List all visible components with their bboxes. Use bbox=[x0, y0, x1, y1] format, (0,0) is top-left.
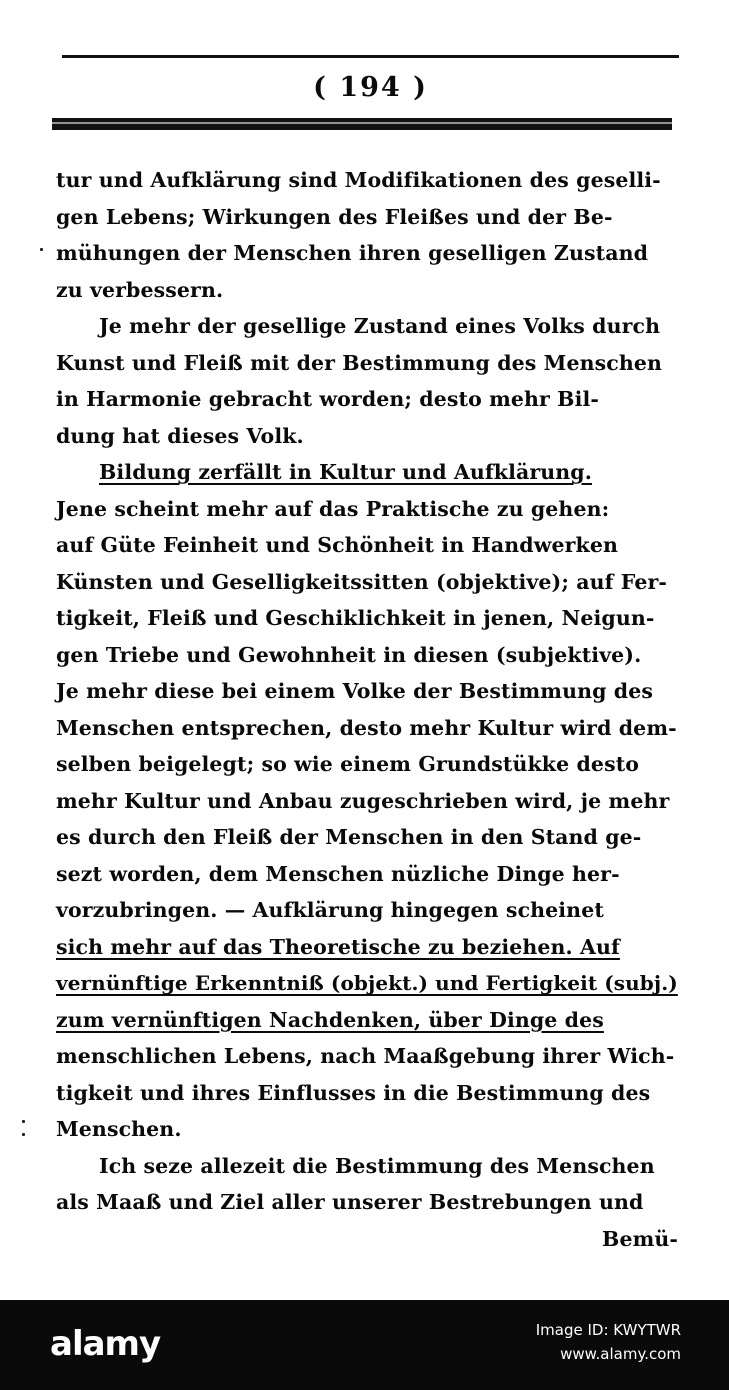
text-line: sezt worden, dem Menschen nüzliche Dinge her- bbox=[56, 861, 620, 886]
print-speck bbox=[22, 1120, 25, 1123]
text-line: Menschen. bbox=[56, 1117, 182, 1141]
image-info bbox=[536, 1318, 681, 1366]
text-line: vorzubringen. — Aufklärung hingegen scheinet bbox=[56, 898, 604, 922]
text-line: Je mehr der gesellige Zustand eines Volks durch bbox=[99, 314, 661, 338]
text-line: Künsten und Geselligkeitssitten (objektive); auf Fer- bbox=[56, 569, 667, 594]
text-line: tigkeit, Fleiß und Geschiklichkeit in jenen, Neigun- bbox=[56, 606, 655, 630]
image-id: Image ID: KWYTWR bbox=[535, 1321, 681, 1339]
text-line: tur und Aufklärung sind Modifikationen des geselli- bbox=[56, 168, 661, 192]
header-rule bbox=[52, 118, 672, 130]
text-line: Je mehr diese bei einem Volke der Bestimmung des bbox=[56, 679, 653, 703]
alamy-logo: alamy bbox=[50, 1324, 161, 1364]
text-line: dung hat dieses Volk. bbox=[56, 423, 304, 448]
text-line: Bemü- bbox=[602, 1226, 678, 1251]
text-line: als Maaß und Ziel aller unserer Bestrebungen und bbox=[56, 1190, 644, 1214]
text-line bbox=[56, 929, 678, 966]
text-line: auf Güte Feinheit und Schönheit in Handwerken bbox=[56, 533, 618, 557]
underlined-text: sich mehr auf das Theoretische zu beziehen. Auf bbox=[56, 934, 620, 959]
text-line: menschlichen Lebens, nach Maaßgebung ihrer Wich- bbox=[56, 1044, 675, 1068]
text-line bbox=[56, 1002, 678, 1039]
text-line: Menschen entsprechen, desto mehr Kultur wird dem- bbox=[56, 715, 677, 740]
text-line: mehr Kultur und Anbau zugeschrieben wird, je mehr bbox=[56, 788, 670, 813]
underlined-text: zum vernünftigen Nachdenken, über Dinge des bbox=[56, 1007, 604, 1032]
text-line: Ich seze allezeit die Bestimmung des Menschen bbox=[99, 1153, 655, 1178]
text-line bbox=[56, 965, 678, 1002]
underlined-text: vernünftige Erkenntniß (objekt.) und Fertigkeit (subj.) bbox=[56, 971, 678, 995]
text-line: mühungen der Menschen ihren geselligen Zustand bbox=[56, 241, 649, 265]
text-line: Kunst und Fleiß mit der Bestimmung des Menschen bbox=[56, 350, 662, 375]
site-url: www.alamy.com bbox=[560, 1345, 681, 1363]
underlined-text: Bildung zerfällt in Kultur und Aufklärung. bbox=[99, 460, 592, 484]
print-speck bbox=[40, 248, 43, 251]
body-text bbox=[56, 162, 678, 1257]
page-number: ( 194 ) bbox=[313, 72, 428, 103]
text-line: gen Lebens; Wirkungen des Fleißes und der Be- bbox=[56, 204, 613, 229]
text-line: in Harmonie gebracht worden; desto mehr Bil- bbox=[56, 387, 599, 411]
watermark-footer bbox=[0, 1300, 729, 1390]
text-line: es durch den Fleiß der Menschen in den Stand ge- bbox=[56, 825, 642, 849]
top-rule bbox=[62, 55, 679, 58]
text-line: zu verbessern. bbox=[56, 277, 224, 302]
text-line: tigkeit und ihres Einflusses in die Bestimmung des bbox=[56, 1080, 651, 1105]
text-line: selben beigelegt; so wie einem Grundstükke desto bbox=[56, 752, 640, 776]
print-speck bbox=[22, 1133, 25, 1136]
text-line: Jene scheint mehr auf das Praktische zu gehen: bbox=[56, 496, 610, 521]
text-line bbox=[56, 454, 678, 491]
text-line: gen Triebe und Gewohnheit in diesen (subjektive). bbox=[56, 642, 642, 667]
